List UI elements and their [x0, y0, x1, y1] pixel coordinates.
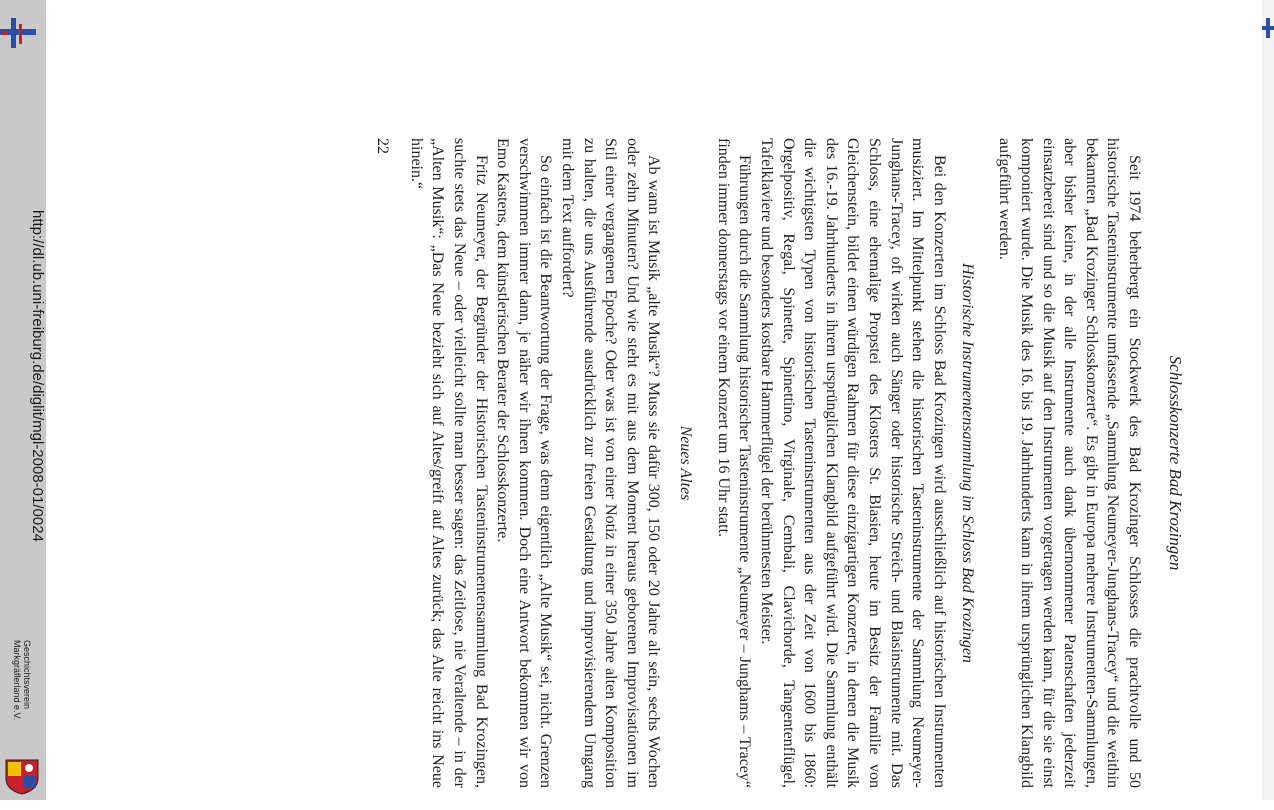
intro-paragraph: Seit 1974 beherbergt ein Stockwerk des Bad Krozinger Schlosses die prachtvolle und 50 historische Tasteninstrumente umfassende „Sammlung Neumeyer-Junghans-Tracey“ und die weithin bekannten „Bad Krozinger Schlosskonzerte“. Es gibt in Europa mehrere Instrumenten-Sammlungen, aber bisher keine, in der alle Instrumente auch dank übernommener Patenschaften jederzeit einsatzbereit sind und so die Musik auf den Instrumenten vorgetragen werden kann, für die sie einst komponiert wurde. Die Musik des 16. bis 19. Jahrhunderts kann in ihrem ursprünglichen Klangbild aufgeführt werden. — [996, 138, 1143, 788]
section1-paragraph-2: Führungen durch die Sammlung historischer Tasteninstrumente „Neumeyer – Junghams – Tracey“ finden immer donnerstags vor einem Konzert um 16 Uhr statt. — [714, 138, 754, 788]
section-heading-neues-altes: Neues Altes — [677, 425, 695, 501]
publisher-line-1: Geschichtsverein — [22, 640, 32, 710]
section1-paragraph-1: Bei den Konzerten im Schloss Bad Krozingen wird ausschließlich auf historischen Instrumenten musiziert. Im Mittelpunkt stehen die historischen Tasteninstrumente der Sammlung Neumeyer-Junghans-Tracey, oft wirken auch Sänger oder historische Streich- und Blasinstrumente mit. Das Schloss, eine ehemalige Propstei des Klosters St. Blasien, heute im Besitz der Familie von Gleichenstein, bildet einen würdigen Rahmen für diese einzigartigen Konzerte, in denen die Musik des 16.-19. Jahrhunderts in ihrem ursprünglichen Klangbild aufgeführt wird. Die Sammlung enthält die wichtigsten Typen von historischen Tasteninstrumenten aus der Zeit von 1600 bis 1860: Orgelpositiv, Regal, Spinette, Spinettino, Virginale, Cembali, Clavichorde, Tangentenflügel, Tafelklaviere und besonders kostbare Hammerflügel der berühmtesten Meister. — [758, 138, 948, 788]
library-logo-fragment-icon — [1262, 18, 1274, 38]
crest-icon — [2, 756, 42, 796]
publisher-label — [12, 640, 32, 720]
section2-paragraph-2: So einfach ist die Beantwortung der Frage, was denn eigentlich „Alte Musik“ sei, nicht. Grenzen verschwimmen immer dann, je näher wir ihnen kommen. Doch eine Antwort bekommen wir von Emo Kastens, dem künstlerischen Berater der Schlosskonzerte. — [494, 138, 555, 788]
library-logo-icon — [0, 16, 36, 52]
digital-library-url[interactable]: http://dl.ub.uni-freiburg.de/diglit/mgl-2008-01/0024 — [29, 210, 46, 542]
page-number: 22 — [374, 138, 392, 154]
document-page — [185, 138, 1185, 788]
section-heading-instrument-collection: Historische Instrumentensammlung im Schloss Bad Krozingen — [958, 263, 976, 663]
right-margin-edge — [1262, 0, 1274, 800]
section2-paragraph-3: Fritz Neumeyer, der Begründer der Historischen Tasteninstrumentensammlung Bad Krozingen, suchte stets das Neue – oder vielleicht sollte man besser sagen: das Zeitlose, nie Veraltende – in der „Alten Musik“: „Das Neue bezieht sich auf Altes/greift auf Altes zurück; das Alte reicht ins Neue hinein.“ — [407, 138, 490, 788]
section2-paragraph-1: Ab wann ist Musik „alte Musik“? Muss sie dafür 300, 150 oder 20 Jahre alt sein, sechs Wochen oder zehn Minuten? Und wie steht es mit aus dem Moment heraus geborenen Improvisationen im Stil einer vergangenen Epoche? Oder was ist von einer Notiz in einer 350 Jahre alten Komposition zu halten, die uns Ausführende ausdrücklich zur freien Gestaltung und improvisierendem Umgang mit dem Text auffordert? — [558, 138, 663, 788]
publisher-line-2: Markgräflerland e.V. — [12, 640, 22, 721]
page-title: Schlosskonzerte Bad Krozingen — [1166, 355, 1185, 571]
